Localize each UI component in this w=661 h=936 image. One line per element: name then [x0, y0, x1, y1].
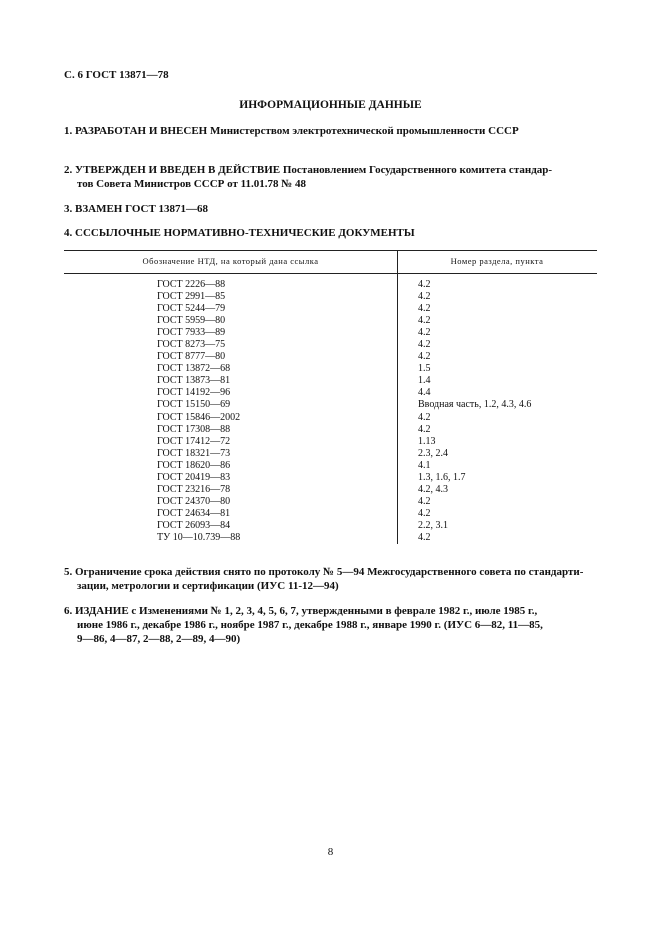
table-row-document: ГОСТ 15846—2002	[157, 411, 241, 423]
table-row-document: ГОСТ 15150—69	[157, 399, 231, 411]
section-4: 4. СССЫЛОЧНЫЕ НОРМАТИВНО-ТЕХНИЧЕСКИЕ ДОКУМЕНТЫ	[64, 227, 415, 239]
table-row-document: ГОСТ 5959—80	[157, 315, 226, 327]
table-row-document: ГОСТ 13872—68	[157, 363, 231, 375]
table-column-divider	[397, 250, 398, 544]
table-row-section: 4.2	[418, 315, 431, 327]
section-3-text: 3. ВЗАМЕН ГОСТ 13871—68	[64, 203, 209, 215]
table-row-section: 4.2	[418, 339, 431, 351]
table-row-document: ТУ 10—10.739—88	[157, 531, 241, 543]
table-row-document: ГОСТ 17308—88	[157, 423, 231, 435]
table-row-section: 4.1	[418, 459, 431, 471]
table-row-document: ГОСТ 17412—72	[157, 435, 231, 447]
table-row-section: 4.2	[418, 351, 431, 363]
table-row-section: 4.2	[418, 279, 431, 290]
section-5-line1: 5. Ограничение срока действия снято по протоколу № 5—94 Межгосударственного совета по стандарти-	[64, 566, 584, 578]
table-row-section: 4.2	[418, 327, 431, 339]
column-header-document: Обозначение НТД, на который дана ссылка	[142, 256, 319, 266]
table-row-document: ГОСТ 5244—79	[157, 303, 226, 315]
section-2-lead: 2. УТВЕРЖДЕН И ВВЕДЕН В ДЕЙСТВИЕ	[64, 164, 281, 176]
table-row-document: ГОСТ 20419—83	[157, 471, 231, 483]
section-6-line2: июне 1986 г., декабре 1986 г., ноябре 1987 г., декабре 1988 г., январе 1990 г. (ИУС 6—82, 11—85,	[77, 619, 543, 631]
table-row-document: ГОСТ 13873—81	[157, 375, 231, 387]
section-2-body-line2: тов Совета Министров СССР от 11.01.78 № 48	[77, 178, 307, 190]
section-2-body-line1: Постановлением Государственного комитета стандар-	[282, 164, 553, 176]
table-row-document: ГОСТ 18321—73	[157, 447, 231, 459]
section-5	[64, 565, 604, 593]
section-6-line1: 6. ИЗДАНИЕ с Изменениями № 1, 2, 3, 4, 5, 6, 7, утвержденными в феврале 1982 г., июле 1985 г.,	[64, 605, 538, 617]
table-row-document: ГОСТ 2226—88	[157, 279, 226, 290]
table-row-section: 1.4	[418, 375, 431, 387]
table-row-section: 4.2	[418, 411, 431, 423]
section-6-line3: 9—86, 4—87, 2—88, 2—89, 4—90)	[77, 633, 241, 645]
table-row-document: ГОСТ 26093—84	[157, 519, 231, 531]
table-row-section: 4.2, 4.3	[418, 483, 448, 495]
table-row-section: 4.2	[418, 303, 431, 315]
table-row-document: ГОСТ 2991—85	[157, 291, 226, 303]
section-1-body: Министерством электротехнической промышленности СССР	[209, 125, 519, 137]
table-row-document: ГОСТ 23216—78	[157, 483, 231, 495]
section-3	[64, 202, 604, 216]
section-6	[64, 604, 604, 646]
section-title: ИНФОРМАЦИОННЫЕ ДАННЫЕ	[239, 99, 422, 111]
table-row-document: ГОСТ 7933—89	[157, 327, 226, 339]
section-2	[64, 163, 604, 191]
table-header-rule	[64, 273, 597, 274]
page-header: С. 6 ГОСТ 13871—78	[64, 69, 169, 81]
table-row-document: ГОСТ 24370—80	[157, 495, 231, 507]
table-row-section: 4.2	[418, 291, 431, 303]
table-row-section: 4.2	[418, 495, 431, 507]
table-row-section: 1.5	[418, 363, 431, 375]
table-row-section: 2.3, 2.4	[418, 447, 448, 459]
table-top-rule	[64, 250, 597, 251]
section-1	[64, 124, 604, 138]
table-row-section: 1.3, 1.6, 1.7	[418, 471, 466, 483]
table-row-section: 4.2	[418, 507, 431, 519]
document-list	[157, 279, 240, 544]
table-row-document: ГОСТ 24634—81	[157, 507, 231, 519]
table-row-section: 1.13	[418, 435, 436, 447]
section-1-lead: 1. РАЗРАБОТАН И ВНЕСЕН	[64, 125, 208, 137]
table-row-document: ГОСТ 18620—86	[157, 459, 231, 471]
table-row-document: ГОСТ 8777—80	[157, 351, 226, 363]
table-row-section: 4.2	[418, 423, 431, 435]
table-row-section: 2.2, 3.1	[418, 519, 448, 531]
table-row-section: 4.2	[418, 531, 431, 543]
section-number-list	[418, 279, 531, 544]
column-header-section: Номер раздела, пункта	[450, 256, 544, 266]
table-row-document: ГОСТ 8273—75	[157, 339, 226, 351]
section-5-line2: зации, метрологии и сертификации (ИУС 11-12—94)	[77, 580, 339, 592]
table-row-section: Вводная часть, 1.2, 4.3, 4.6	[418, 399, 532, 411]
table-row-document: ГОСТ 14192—96	[157, 387, 231, 399]
table-row-section: 4.4	[418, 387, 431, 399]
page-number: 8	[327, 846, 334, 858]
